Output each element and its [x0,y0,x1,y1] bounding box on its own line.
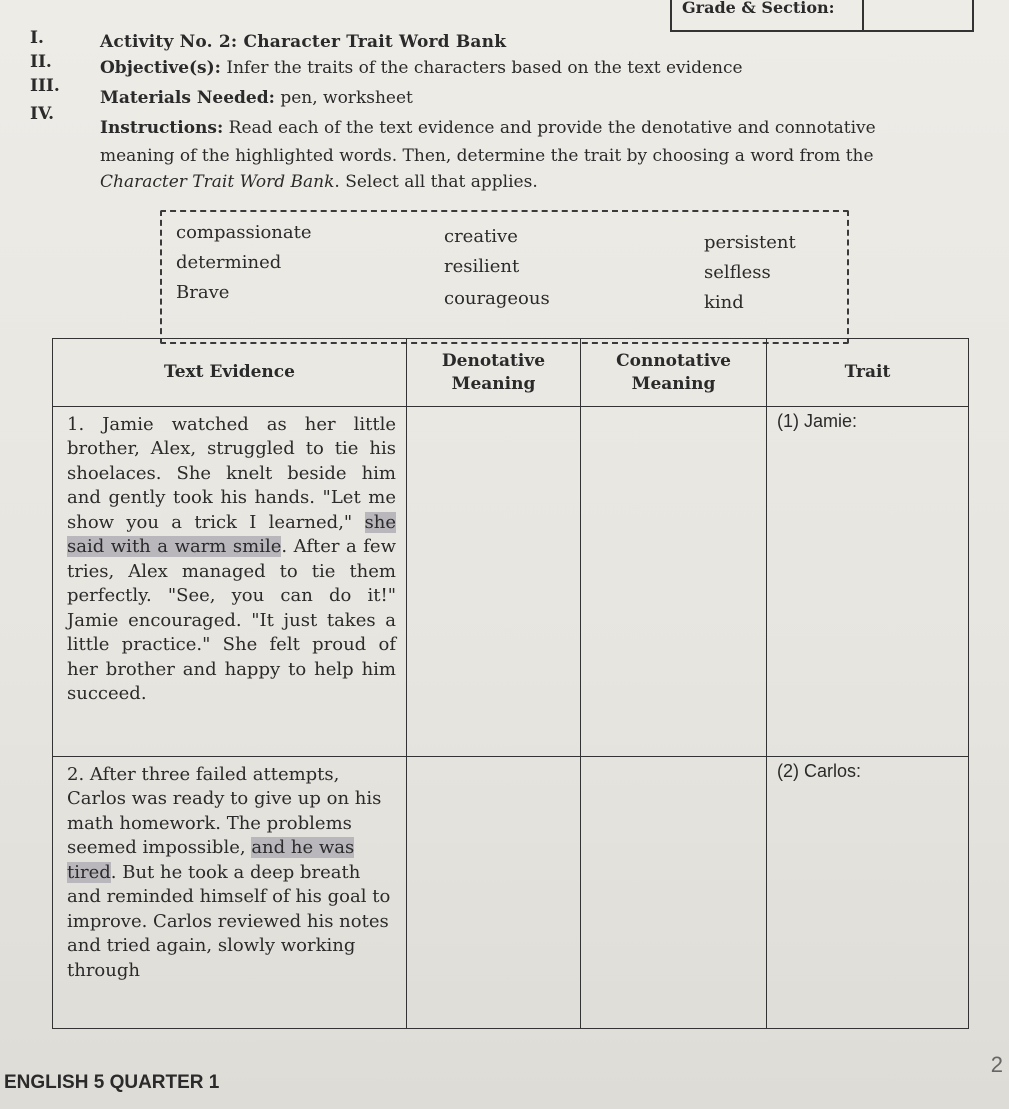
item-number: 2. [67,764,85,785]
roman-numeral-2: II. [30,52,52,72]
grade-section-box [670,0,974,32]
trait-answer-cell[interactable] [767,407,969,757]
bank-word: selfless [704,262,771,283]
evidence-text: . But he took a deep breath and reminded himself of his goal to improve. Carlos reviewed his notes and tried again, slowly working through [67,861,391,981]
grade-section-label: Grade & Section: [682,0,835,17]
materials-label: Materials Needed: [100,88,275,108]
highlighted-phrase: and he was tired [67,837,355,883]
grade-section-divider [862,0,864,30]
roman-numeral-4: IV. [30,104,55,124]
instructions-line-2: meaning of the highlighted words. Then, determine the trait by choosing a word from the [100,146,874,166]
page-number: 2 [990,1052,1003,1077]
header-denotative-meaning: Denotative Meaning [407,339,581,407]
instructions-line-3 [100,172,538,192]
bank-word: resilient [444,256,520,277]
connotative-answer-cell[interactable] [581,407,767,757]
header-trait: Trait [767,339,969,407]
highlighted-phrase: she said with a warm smile [67,511,396,558]
materials-text: pen, worksheet [274,88,413,108]
activity-title-text: Activity No. 2: Character Trait Word Bank [100,32,507,52]
instructions-text-3: . Select all that applies. [334,172,538,192]
activity-title [100,32,506,52]
objective-line [100,58,743,78]
table-row [53,407,969,757]
evidence-text: After three failed attempts, Carlos was ready to give up on his math homework. The problems seemed impossible, [67,764,382,859]
header-connotative-meaning: Connotative Meaning [581,339,767,407]
roman-numeral-1: I. [30,28,44,48]
evidence-passage-1 [67,413,396,707]
table-row [53,757,969,1029]
materials-line [100,88,413,108]
objective-text: Infer the traits of the characters based on the text evidence [220,58,743,78]
text-evidence-cell [53,757,407,1029]
text-evidence-table [52,338,969,1029]
bank-word: Brave [176,282,230,303]
bank-word: determined [176,252,282,273]
instructions-text-1: Read each of the text evidence and provide the denotative and connotative [223,118,876,138]
item-number: 1. [67,414,85,435]
bank-word: compassionate [176,222,312,243]
objective-label: Objective(s): [100,58,221,78]
header-text-evidence: Text Evidence [53,339,407,407]
denotative-answer-cell[interactable] [407,407,581,757]
text-evidence-cell [53,407,407,757]
trait-label: (1) Jamie: [777,411,858,431]
evidence-text: . After a few tries, Alex managed to tie them perfectly. "See, you can do it!" Jamie encouraged. "It just takes a little practice." She felt proud of her brother and happy to help him succeed. [67,536,396,705]
instructions-line-1 [100,118,876,138]
roman-numeral-3: III. [30,76,60,96]
footer-subject-quarter: ENGLISH 5 QUARTER 1 [4,1072,220,1093]
word-bank-reference: Character Trait Word Bank [100,172,335,192]
evidence-text: Jamie watched as her little brother, Alex, struggled to tie his shoelaces. She knelt beside him and gently took his hands. "Let me show you a trick I learned," [67,414,396,533]
bank-word: persistent [704,232,796,253]
evidence-passage-2 [67,763,396,983]
bank-word: creative [444,226,518,247]
trait-label: (2) Carlos: [777,761,862,781]
instructions-label: Instructions: [100,118,224,138]
denotative-answer-cell[interactable] [407,757,581,1029]
bank-word: kind [704,292,744,313]
connotative-answer-cell[interactable] [581,757,767,1029]
trait-answer-cell[interactable] [767,757,969,1029]
bank-word: courageous [444,288,550,309]
character-trait-word-bank [160,210,849,344]
